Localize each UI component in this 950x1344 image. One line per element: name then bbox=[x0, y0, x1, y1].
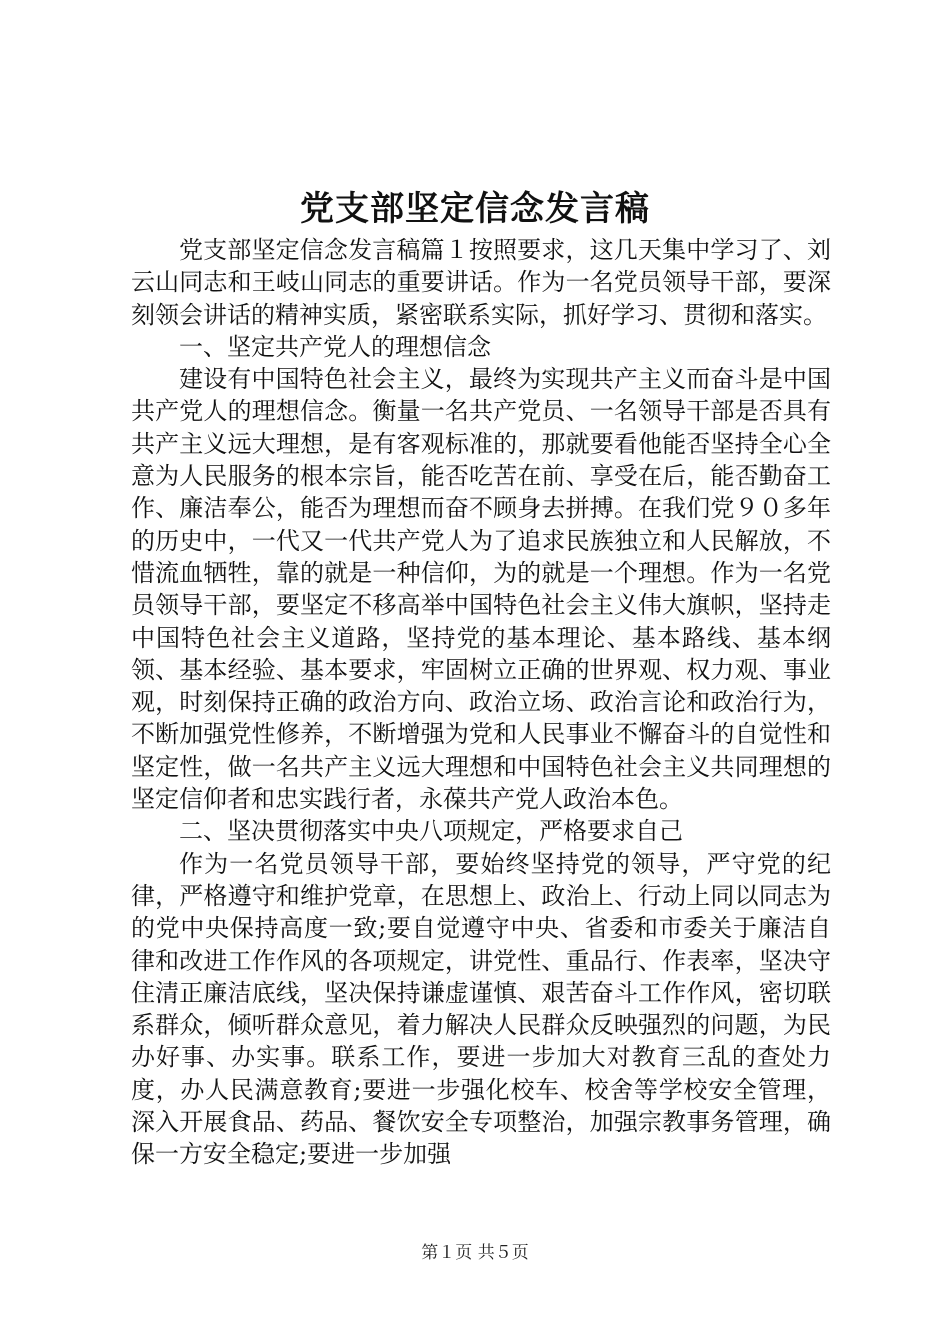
paragraph-section-2: 作为一名党员领导干部，要始终坚持党的领导，严守党的纪律，严格遵守和维护党章，在思想上、政治上、行动上同以同志为的党中央保持高度一致;要自觉遵守中央、省委和市委关于廉洁自律和改进工作作风的各项规定，讲党性、重品行、作表率，坚决守住清正廉洁底线，坚决保持谦虚谨慎、艰苦奋斗工作作风，密切联系群众，倾听群众意见，着力解决人民群众反映强烈的问题，为民办好事、办实事。联系工作，要进一步加大对教育三乱的查处力度，办人民满意教育;要进一步强化校车、校舍等学校安全管理，深入开展食品、药品、餐饮安全专项整治，加强宗教事务管理，确保一方安全稳定;要进一步加强 bbox=[131, 849, 831, 1169]
paragraph-section-1: 建设有中国特色社会主义，最终为实现共产主义而奋斗是中国共产党人的理想信念。衡量一名共产党员、一名领导干部是否具有共产主义远大理想，是有客观标准的，那就要看他能否坚持全心全意为人民服务的根本宗旨，能否吃苦在前、享受在后，能否勤奋工作、廉洁奉公，能否为理想而奋不顾身去拼搏。在我们党９０多年的历史中，一代又一代共产党人为了追求民族独立和人民解放，不惜流血牺牲，靠的就是一种信仰，为的就是一个理想。作为一名党员领导干部，要坚定不移高举中国特色社会主义伟大旗帜，坚持走中国特色社会主义道路，坚持党的基本理论、基本路线、基本纲领、基本经验、基本要求，牢固树立正确的世界观、权力观、事业观，时刻保持正确的政治方向、政治立场、政治言论和政治行为，不断加强党性修养，不断增强为党和人民事业不懈奋斗的自觉性和坚定性，做一名共产主义远大理想和中国特色社会主义共同理想的坚定信仰者和忠实践行者，永葆共产党人政治本色。 bbox=[131, 365, 831, 814]
paragraph-intro: 党支部坚定信念发言稿篇１按照要求，这几天集中学习了、刘云山同志和王岐山同志的重要讲话。作为一名党员领导干部，要深刻领会讲话的精神实质，紧密联系实际，抓好学习、贯彻和落实。 bbox=[131, 236, 831, 329]
document-title: 党支部坚定信念发言稿 bbox=[300, 189, 650, 229]
document-body bbox=[131, 234, 831, 1171]
section-heading-2: 二、坚决贯彻落实中央八项规定，严格要求自己 bbox=[179, 817, 683, 846]
page-footer: 第１页 共５页 bbox=[421, 1243, 529, 1263]
section-heading-1: 一、坚定共产党人的理想信念 bbox=[179, 332, 491, 361]
